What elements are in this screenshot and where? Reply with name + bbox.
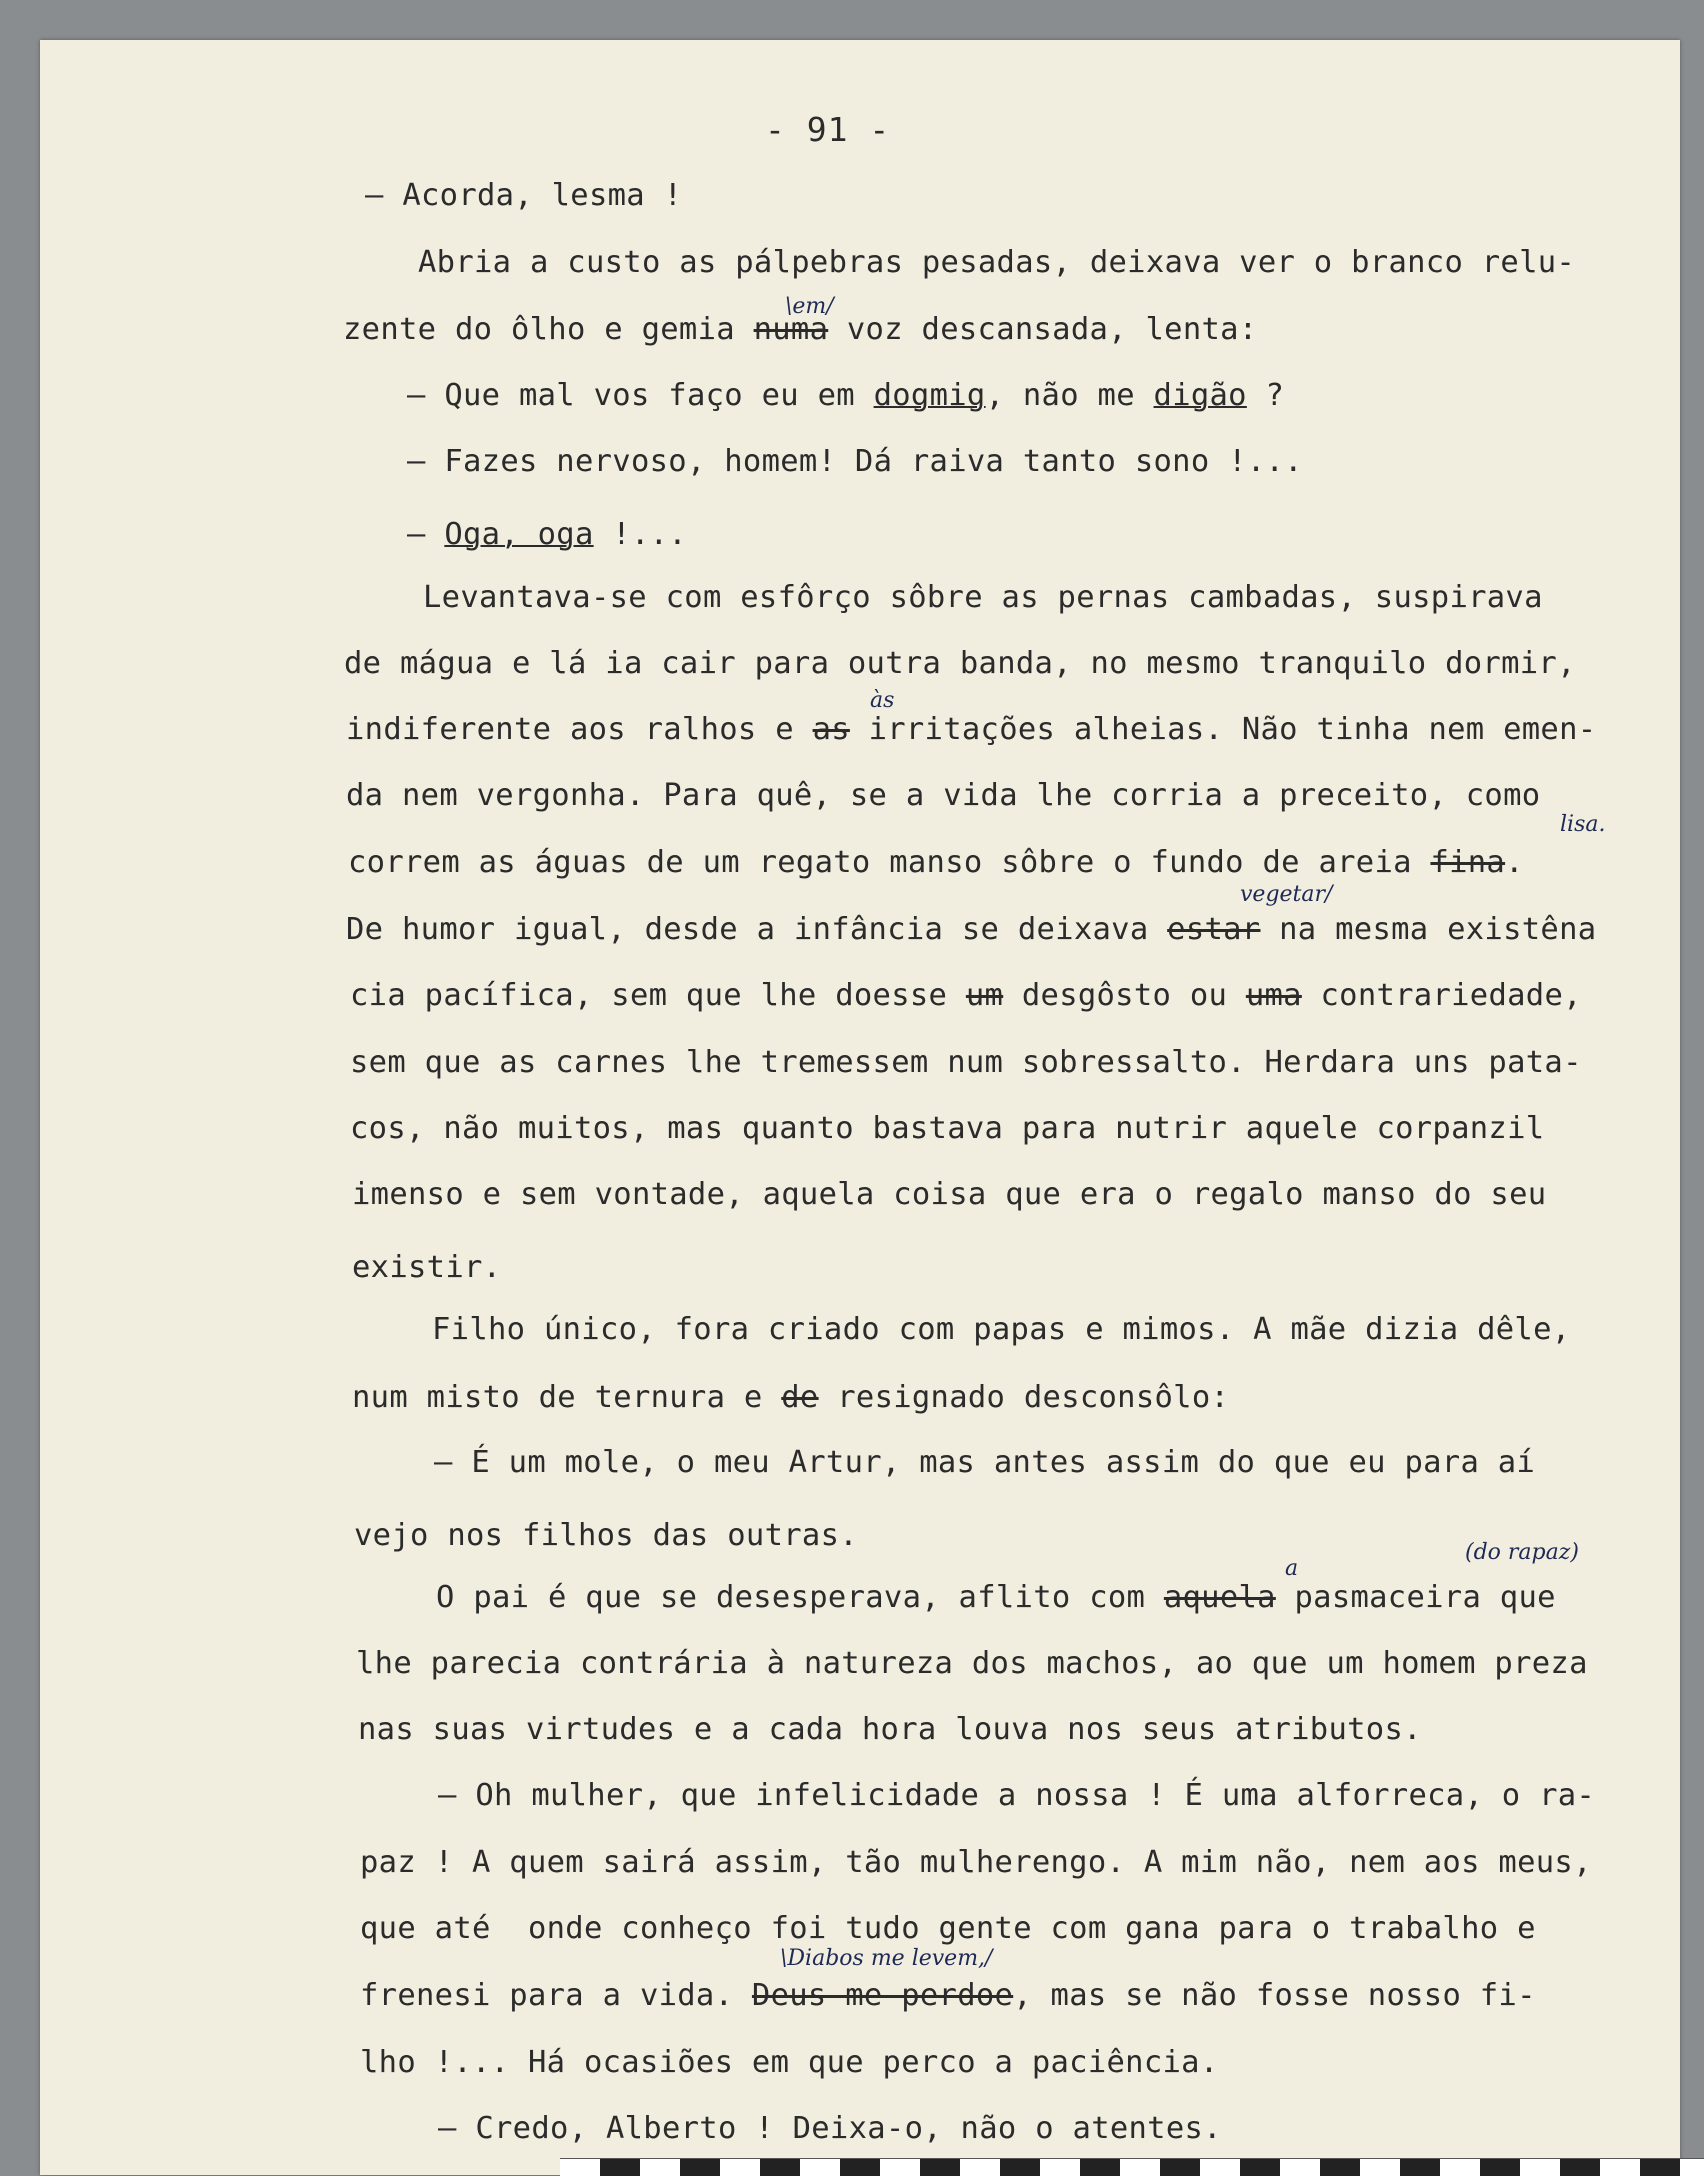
text: correm as águas de um regato manso sôbre o fundo de areia [348, 845, 1431, 880]
underlined-word: dogmig [873, 378, 986, 413]
text: zente do ôlho e gemia [343, 312, 754, 347]
scale-ruler [560, 2158, 1704, 2176]
text: contrariedade, [1301, 978, 1582, 1013]
text-line [354, 1518, 858, 1553]
text-line [358, 1712, 1422, 1747]
text: vejo nos filhos das outras. [354, 1518, 858, 1553]
text-line [346, 712, 1596, 747]
handwritten-correction: às [870, 688, 895, 713]
underlined-word: Oga, oga [444, 517, 594, 552]
text-line [434, 1445, 1535, 1480]
struck-word: estar [1167, 912, 1261, 947]
text-line [438, 1778, 1595, 1813]
text: lho !... Há ocasiões em que perco a paciência. [360, 2045, 1219, 2080]
text-line [436, 1580, 1556, 1615]
text-line [343, 312, 1257, 347]
text: sem que as carnes lhe tremessem num sobressalto. Herdara uns pata- [350, 1045, 1582, 1080]
text: cos, não muitos, mas quanto bastava para nutrir aquele corpanzil [350, 1111, 1545, 1146]
handwritten-correction: (do rapaz) [1465, 1540, 1579, 1565]
text-line [350, 1111, 1544, 1146]
text-line [360, 2045, 1218, 2080]
struck-word: Deus me perdoe [751, 1978, 1014, 2013]
text-line [346, 778, 1540, 813]
text: — [407, 517, 445, 552]
text: . [1505, 845, 1524, 880]
text-line [360, 1911, 1536, 1946]
text-line [423, 580, 1543, 615]
text: frenesi para a vida. [360, 1978, 752, 2013]
underlined-word: digão [1153, 378, 1247, 413]
text: imenso e sem vontade, aquela coisa que era o regalo manso do seu [352, 1177, 1547, 1212]
typewritten-page [40, 40, 1680, 2175]
text: — Credo, Alberto ! Deixa-o, não o atentes. [438, 2111, 1222, 2146]
text: — Que mal vos faço eu em [407, 378, 874, 413]
text: pasmaceira que [1275, 1580, 1556, 1615]
text: — É um mole, o meu Artur, mas antes assim do que eu para aí [434, 1445, 1536, 1480]
text: resignado desconsôlo: [818, 1380, 1230, 1415]
text: paz ! A quem sairá assim, tão mulherengo. A mim não, nem aos meus, [360, 1845, 1592, 1880]
text: nas suas virtudes e a cada hora louva nos seus atributos. [358, 1712, 1422, 1747]
text: , não me [985, 378, 1154, 413]
text-line [418, 245, 1575, 280]
text: — Oh mulher, que infelicidade a nossa ! É uma alforreca, o ra- [438, 1778, 1596, 1813]
struck-word: numa [753, 312, 829, 347]
text-line [407, 378, 1284, 413]
text: de mágua e lá ia cair para outra banda, no mesmo tranquilo dormir, [344, 646, 1576, 681]
text: Levantava-se com esfôrço sôbre as pernas cambadas, suspirava [423, 580, 1543, 615]
text: — Fazes nervoso, homem! Dá raiva tanto sono !... [407, 444, 1303, 479]
text: num misto de ternura e [352, 1380, 782, 1415]
text-line [360, 1845, 1592, 1880]
text: que até onde conheço foi tudo gente com gana para o trabalho e [360, 1911, 1536, 1946]
text-line [348, 845, 1524, 880]
text: , mas se não fosse nosso fi- [1013, 1978, 1536, 2013]
struck-word: fina [1430, 845, 1506, 880]
text: O pai é que se desesperava, aflito com [436, 1580, 1164, 1615]
text: lhe parecia contrária à natureza dos machos, ao que um homem preza [356, 1646, 1588, 1681]
handwritten-correction: a [1285, 1556, 1299, 1581]
text: De humor igual, desde a infância se deixava [346, 912, 1168, 947]
handwritten-correction: \em/ [785, 294, 834, 319]
text-line [407, 517, 687, 552]
struck-word: de [781, 1380, 819, 1415]
text: voz descansada, lenta: [828, 312, 1258, 347]
text: cia pacífica, sem que lhe doesse [350, 978, 966, 1013]
text-line [350, 978, 1582, 1013]
handwritten-correction: vegetar/ [1240, 882, 1333, 907]
text-line [344, 646, 1576, 681]
page-number: - 91 - [765, 110, 891, 149]
text: irritações alheias. Não tinha nem emen- [849, 712, 1597, 747]
struck-word: uma [1245, 978, 1302, 1013]
text: !... [593, 517, 687, 552]
handwritten-correction: lisa. [1560, 812, 1606, 837]
text-line [356, 1646, 1588, 1681]
text: Abria a custo as pálpebras pesadas, deixava ver o branco relu- [418, 245, 1576, 280]
text: ? [1246, 378, 1285, 413]
text-line [352, 1177, 1546, 1212]
text-line [432, 1312, 1570, 1347]
text-line [352, 1380, 1229, 1415]
struck-word: um [965, 978, 1004, 1013]
text-line [346, 912, 1596, 947]
text: desgôsto ou [1003, 978, 1246, 1013]
text: na mesma existêna [1260, 912, 1597, 947]
text-line [350, 1045, 1582, 1080]
text-line [365, 178, 682, 213]
text: indiferente aos ralhos e [346, 712, 813, 747]
text: da nem vergonha. Para quê, se a vida lhe corria a preceito, como [346, 778, 1541, 813]
text: existir. [352, 1250, 502, 1285]
handwritten-correction: \Diabos me levem,/ [780, 1946, 993, 1971]
text: Filho único, fora criado com papas e mimos. A mãe dizia dêle, [432, 1312, 1571, 1347]
text: — Acorda, lesma ! [365, 178, 683, 213]
struck-word: aquela [1163, 1580, 1276, 1615]
text-line [407, 444, 1303, 479]
struck-word: as [812, 712, 850, 747]
text-line [438, 2111, 1222, 2146]
text-line [352, 1250, 501, 1285]
text-line [360, 1978, 1536, 2013]
